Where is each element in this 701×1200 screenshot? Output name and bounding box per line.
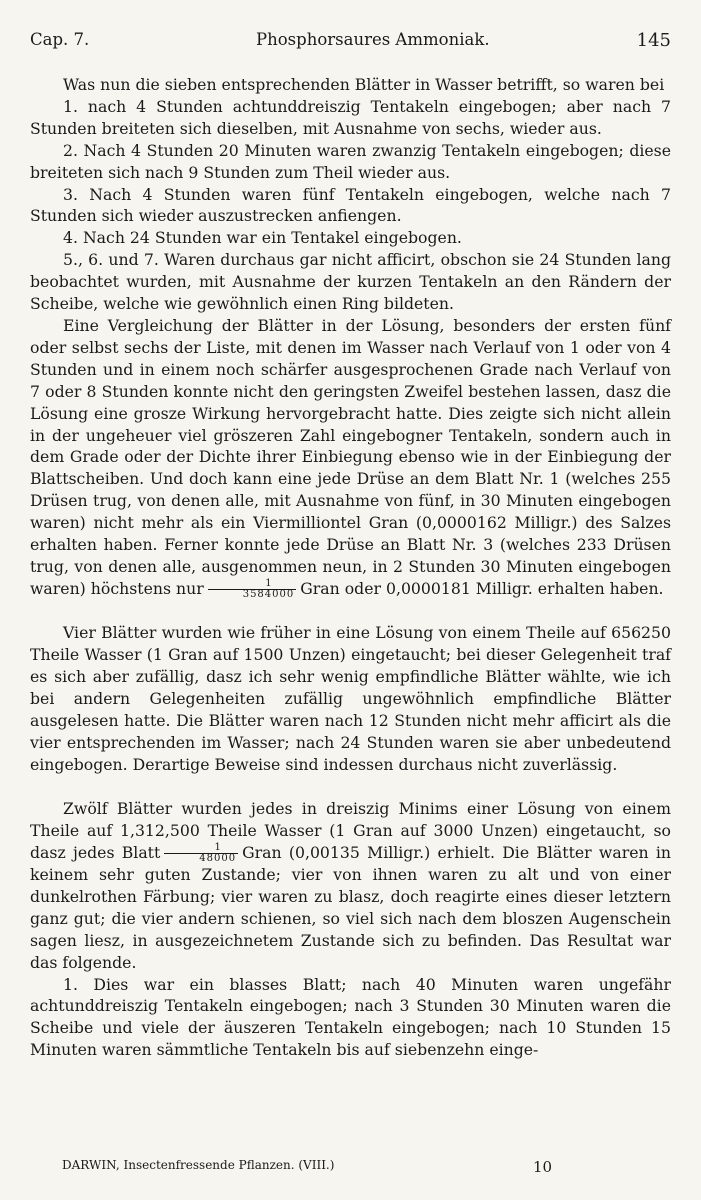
paragraph-water-intro: Was nun die sieben entsprechenden Blätter in Wasser betrifft, so waren bei <box>63 75 665 94</box>
page-footer <box>62 1158 553 1176</box>
list-item-4: 4. Nach 24 Stunden war ein Tentakel eingebogen. <box>63 228 462 248</box>
fraction-1-3584000: $\frac{1}{3584000}$ <box>208 579 297 600</box>
list-item-5-6-7: 5., 6. und 7. Waren durchaus gar nicht afficirt, obschon sie 24 Stunden lang beobachtet wurden, mit Ausnahme der kurzen Tentakeln an den Rändern der Scheibe, welche wie gewöhnlich einen Ring bildeten. <box>30 250 671 314</box>
imprint-line: DARWIN, Insectenfressende Pflanzen. (VIII.) <box>62 1158 335 1172</box>
fraction-1-48000: $\frac{1}{48000}$ <box>164 843 238 864</box>
running-header <box>30 30 671 60</box>
signature-mark: 10 <box>533 1158 553 1176</box>
paragraph-comparison <box>30 315 671 600</box>
comparison-text: Eine Vergleichung der Blätter in der Lösung, besonders der ersten fünf oder selbst sechs der Liste, mit denen im Wasser nach Verlauf von 1 oder von 4 Stunden und in einem noch schärfer ausgesprochenen Grade nach Verlauf von 7 oder 8 Stunden konnte nicht den geringsten Zweifel bestehen lassen, dasz die Lösung eine grosze Wirkung hervorgebracht hatte. Dies zeigte sich nicht allein in der ungeheuer viel gröszeren Zahl eingebogner Tentakeln, sondern auch in dem Grade oder der Dichte ihrer Einbiegung ebenso wie in der Einbiegung der Blattscheiben. Und doch kann eine jede Drüse an dem Blatt Nr. 1 (welches 255 Drüsen trug, von denen alle, mit Ausnahme von fünf, in 30 Minuten eingebogen waren) nicht mehr als ein Viermilliontel Gran (0,0000162 Milligr.) des Salzes erhalten haben. Ferner konnte jede Drüse an Blatt Nr. 3 (welches 233 Drüsen trug, von denen alle, ausgenommen neun, in 2 Stunden 30 Minuten eingebogen waren) höchstens nur <box>30 315 671 598</box>
paragraph-four-leaves: Vier Blätter wurden wie früher in eine Lösung von einem Theile auf 656250 Theile Wasser (1 Gran auf 1500 Unzen) eingetaucht; bei dieser Gelegenheit traf es sich aber zufällig, dasz ich sehr wenig empfindliche Blätter wählte, wie ich bei andern Gelegenheiten zufällig ungewöhnlich empfindliche Blätter ausgelesen hatte. Die Blätter waren nach 12 Stunden nicht mehr afficirt als die vier entsprechenden im Wasser; nach 24 Stunden waren sie aber unbedeutend eingebogen. Derartige Beweise sind indessen durchaus nicht zuverlässig. <box>30 623 671 774</box>
result-item-1: 1. Dies war ein blasses Blatt; nach 40 Minuten waren ungefähr achtunddreiszig Tentakeln eingebogen; nach 3 Stunden 30 Minuten waren die Scheibe und viele der äuszeren Tentakeln eingebogen; nach 10 Stunden 15 Minuten waren sämmtliche Tentakeln bis auf siebenzehn einge- <box>30 974 671 1060</box>
chapter-label: Cap. 7. <box>30 30 90 49</box>
twelve-leaves-text: Zwölf Blätter wurden jedes in dreiszig Minims einer Lösung von einem Theile auf 1,312,500 Theile Wasser (1 Gran auf 3000 Unzen) eingetaucht, so dasz jedes Blatt <box>30 798 671 862</box>
list-item-2: 2. Nach 4 Stunden 20 Minuten waren zwanzig Tentakeln eingebogen; diese breiteten sich nach 9 Stunden zum Theil wieder aus. <box>30 140 671 182</box>
list-item-1: 1. nach 4 Stunden achtunddreiszig Tentakeln eingebogen; aber nach 7 Stunden breiteten sich dieselben, mit Ausnahme von sechs, wieder aus. <box>30 96 671 138</box>
body-text <box>30 74 671 1061</box>
paragraph-twelve-leaves <box>30 798 671 974</box>
page-number: 145 <box>636 30 671 51</box>
twelve-leaves-text-end: Gran (0,00135 Milligr.) erhielt. Die Blätter waren in keinem sehr guten Zustande; vier von ihnen waren zu alt und von einer dunkelrothen Färbung; vier waren zu blasz, doch reagirte eines dieser letztern ganz gut; die vier andern schienen, so viel sich nach dem bloszen Augenschein sagen liesz, in ausgezeichnetem Zustande sich zu befinden. Das Resultat war das folgende. <box>30 842 671 972</box>
comparison-text-end: Gran oder 0,0000181 Milligr. erhalten haben. <box>300 578 664 598</box>
list-item-3: 3. Nach 4 Stunden waren fünf Tentakeln eingebogen, welche nach 7 Stunden sich wieder auszustrecken anfiengen. <box>30 184 671 226</box>
running-title: Phosphorsaures Ammoniak. <box>256 30 490 49</box>
